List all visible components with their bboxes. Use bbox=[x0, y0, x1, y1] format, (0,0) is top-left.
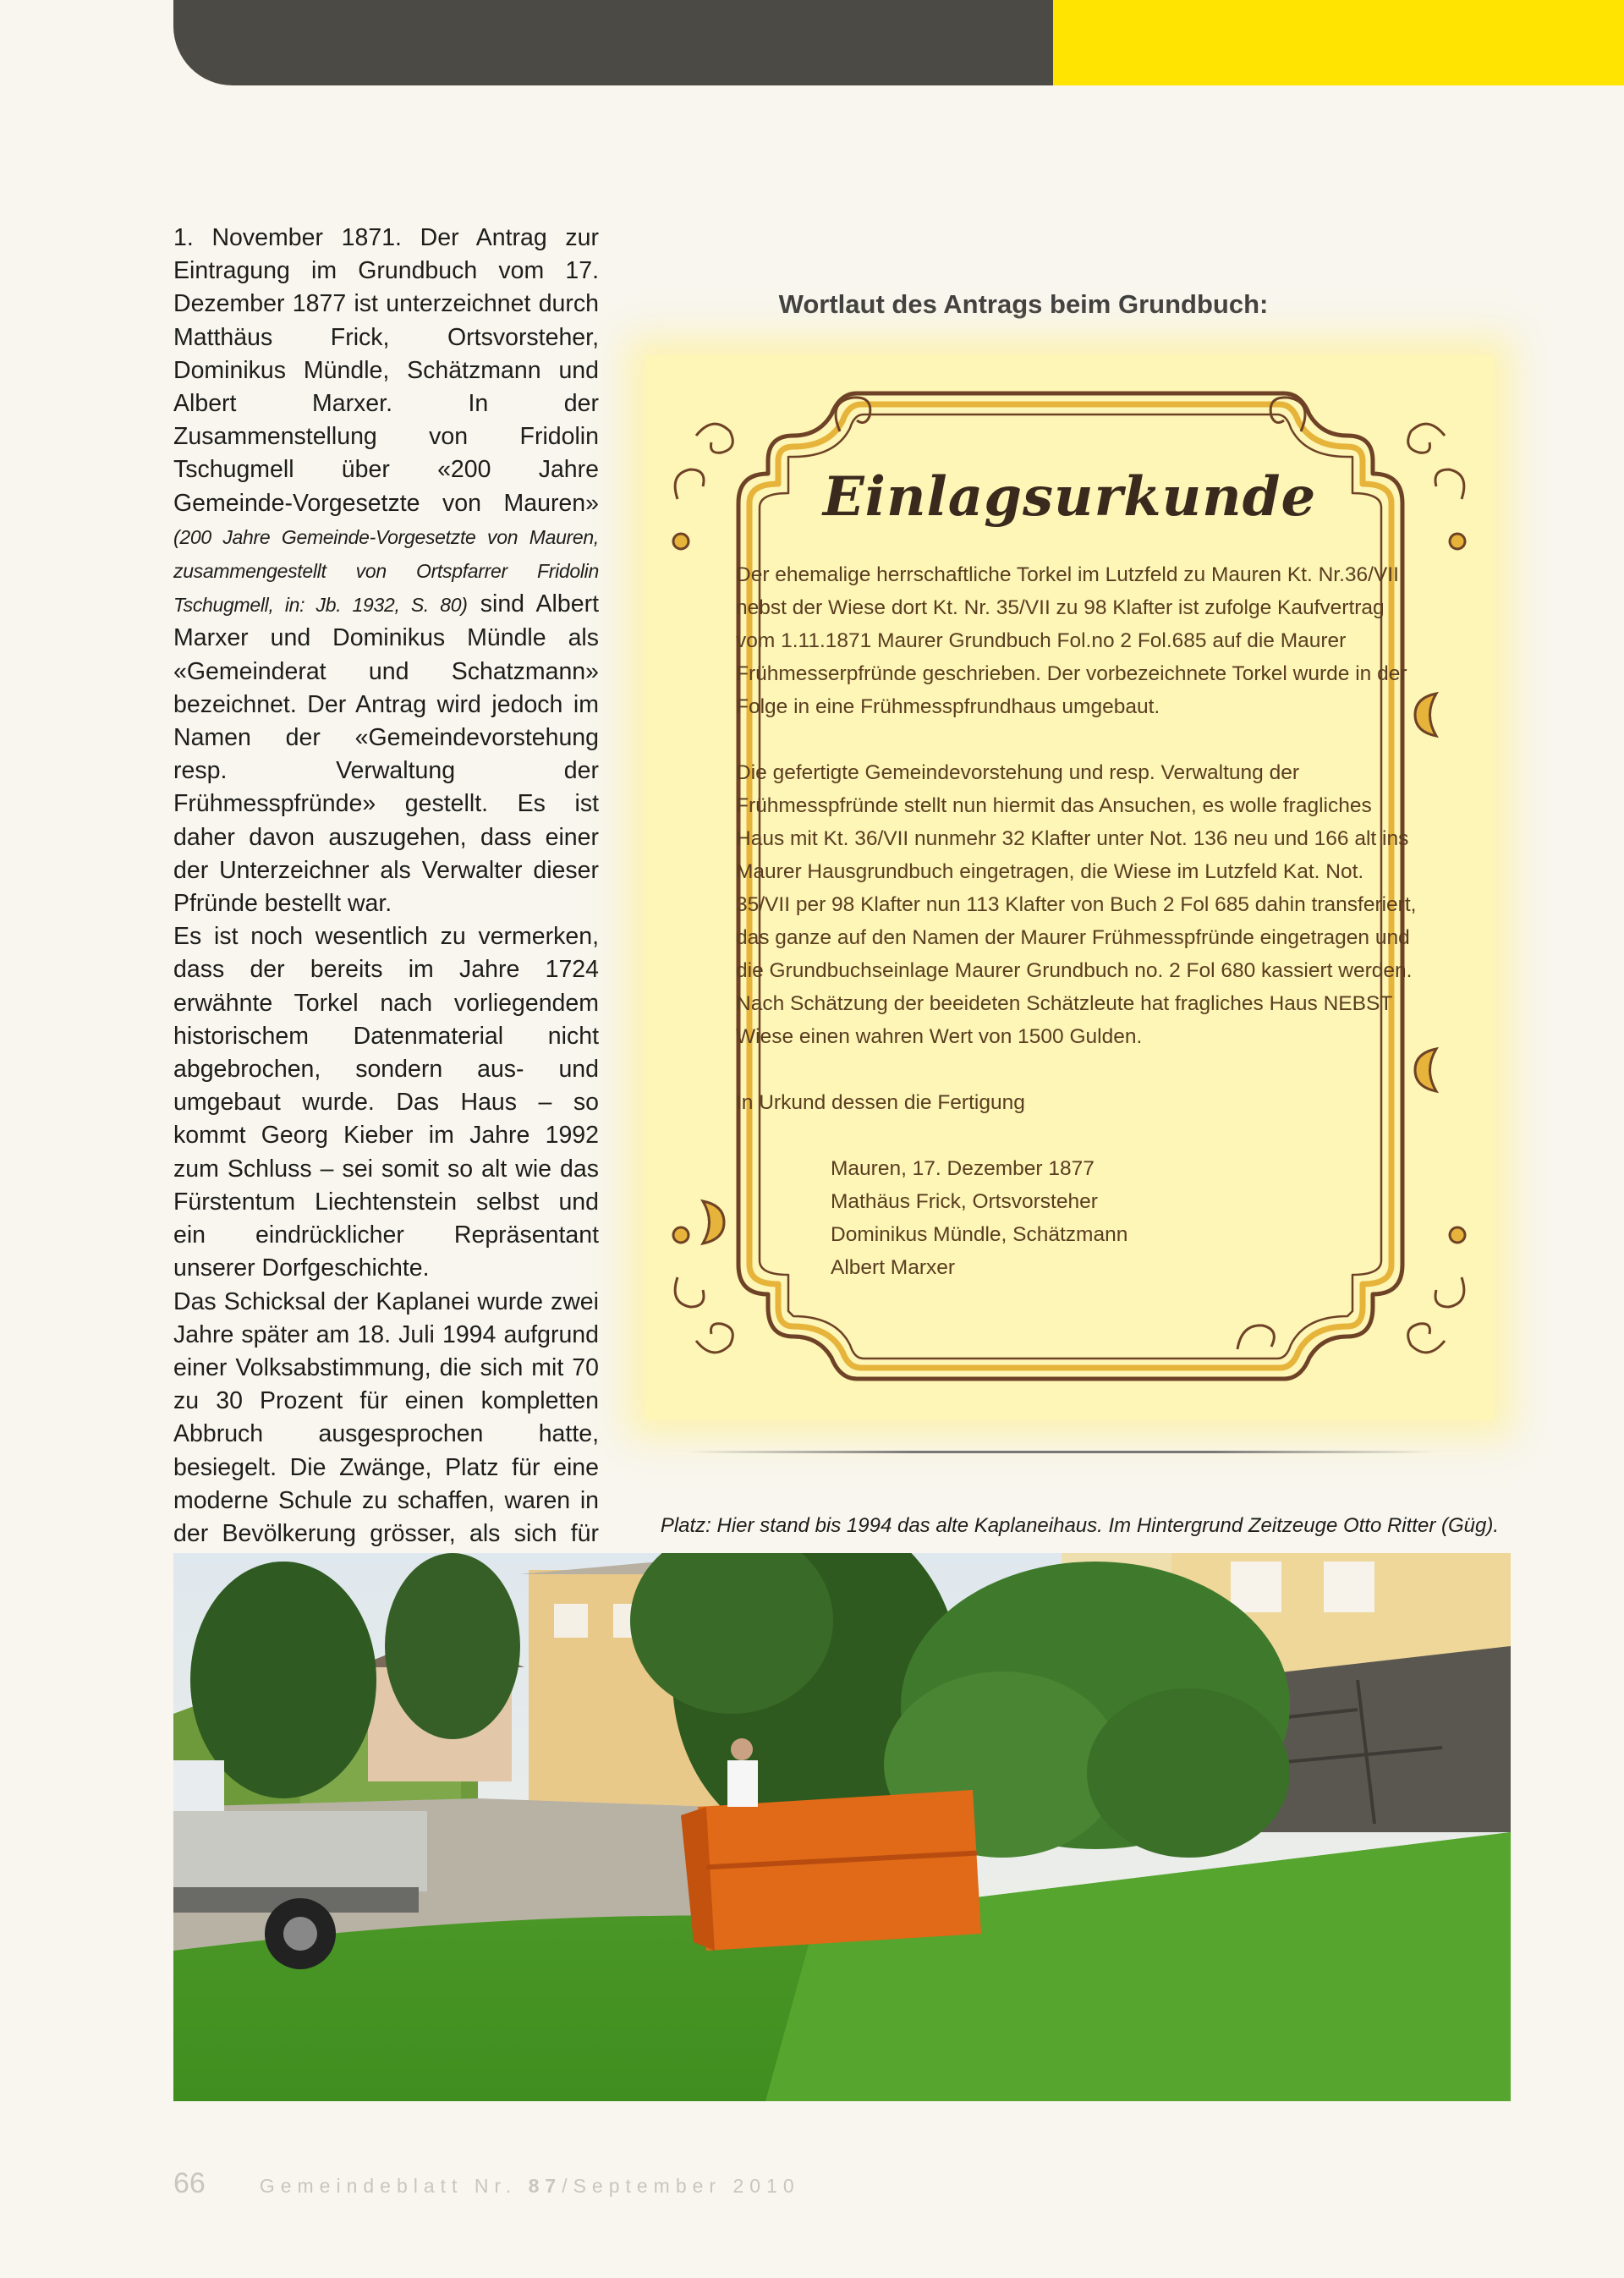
document-signature-block bbox=[736, 1152, 1421, 1284]
source-citation: (200 Jahre Gemeinde-Vorgesetzte von Mauren, zusammengestellt von Ortspfarrer Fridolin Tschugmell, in: Jb. 1932, S. 80) bbox=[173, 525, 599, 617]
signature-line: Mathäus Frick, Ortsvorsteher bbox=[831, 1190, 1098, 1213]
signature-line: Dominikus Mündle, Schätzmann bbox=[831, 1223, 1128, 1246]
article-text: 1. November 1871. Der Antrag zur Eintragung im Grundbuch vom 17. Dezember 1877 ist unterzeichnet durch Matthäus Frick, Ortsvorsteher, Dominikus Mündle, Schätzmann und Albert Marxer. In der Zusammenstellung von Fridolin Tschugmell über «200 Jahre Gemeinde-Vorgesetzte von Mauren» bbox=[173, 224, 599, 517]
article-text: sind Albert Marxer und Dominikus Mündle als «Gemeinderat und Schatzmann» bezeichnet. Der Antrag wird jedoch im Namen der «Gemeindevorstehung resp. Verwaltung der Frühmesspfründe» gestellt. Es ist daher davon auszugehen, dass einer der Unterzeichner als Verwalter dieser Pfründe bestellt war. bbox=[173, 590, 599, 918]
publication-name: Gemeindeblatt bbox=[259, 2175, 464, 2197]
document-heading: Wortlaut des Antrags beim Grundbuch: bbox=[778, 289, 1269, 319]
signature-line: Albert Marxer bbox=[831, 1256, 956, 1279]
document-paragraph: In Urkund dessen die Fertigung bbox=[736, 1091, 1025, 1114]
document-body bbox=[736, 558, 1421, 1284]
issue-prefix: Nr. bbox=[474, 2175, 518, 2197]
section-divider bbox=[687, 1451, 1436, 1453]
article-paragraph: Es ist noch wesentlich zu vermerken, dass der bereits im Jahre 1724 erwähnte Torkel nach vorliegendem historischem Datenmaterial nicht abgebrochen, sondern aus- und umgebaut wurde. Das Haus – so kommt Georg Kieber im Jahre 1992 zum Schluss – sei somit so alt wie das Fürstentum Liechtenstein selbst und ein eindrücklicher Repräsentant unserer Dorfgeschichte. bbox=[173, 923, 599, 1282]
header-band-dark bbox=[173, 0, 1053, 85]
signature-line: Mauren, 17. Dezember 1877 bbox=[831, 1157, 1095, 1180]
document-parchment bbox=[645, 355, 1494, 1419]
issue-number-value: 87 bbox=[528, 2175, 562, 2197]
page-number: 66 bbox=[173, 2167, 206, 2199]
page-footer bbox=[173, 2167, 800, 2200]
site-photo bbox=[173, 1553, 1511, 2101]
document-title: Einlagsurkunde bbox=[822, 465, 1317, 529]
header-band-accent bbox=[1053, 0, 1624, 85]
issue-number bbox=[529, 2175, 562, 2197]
photo-caption: Platz: Hier stand bis 1994 das alte Kaplaneihaus. Im Hintergrund Zeitzeuge Otto Ritter (Güg). bbox=[660, 1514, 1499, 1537]
issue-date: /September 2010 bbox=[562, 2175, 800, 2197]
article-text-column bbox=[173, 222, 599, 1584]
site-photo-illustration bbox=[173, 1553, 1511, 2101]
article-paragraph: Das Schicksal der Kaplanei wurde zwei Jahre später am 18. Juli 1994 aufgrund einer Volksabstimmung, die sich mit 70 zu 30 Prozent für einen kompletten Abbruch ausgesprochen hatte, besiegelt. Die Zwänge, Platz für eine moderne Schule zu schaffen, waren in der Bevölkerung grösser, als sich für bbox=[173, 1287, 599, 1547]
article-paragraph bbox=[173, 222, 599, 920]
document-paragraph: Der ehemalige herrschaftliche Torkel im Lutzfeld zu Mauren Kt. Nr.36/VII nebst der Wiese dort Kt. Nr. 35/VII zu 98 Klafter ist zufolge Kaufvertrag vom 1.11.1871 Maurer Grundbuch Fol.no 2 Fol.685 auf die Maurer Frühmesserpfründe geschrieben. Der vorbezeichnete Torkel wurde in der Folge in eine Frühmesspfrundhaus umgebaut. bbox=[736, 563, 1407, 718]
document-paragraph: Die gefertigte Gemeindevorstehung und resp. Verwaltung der Frühmesspfründe stellt nun hiermit das Ansuchen, es wolle fragliches Haus mit Kt. 36/VII nunmehr 32 Klafter unter Not. 136 neu und 166 alt ins Maurer Hausgrundbuch eingetragen, die Wiese im Lutzfeld Kat. Not. 35/VII per 98 Klafter nun 113 Klafter von Buch 2 Fol 685 dahin transferiert, das ganze auf den Namen der Maurer Frühmesspfründe eingetragen und die Grundbuchseinlage Maurer Grundbuch no. 2 Fol 680 kassiert werden. Nach Schätzung der beeideten Schätzleute hat fragliches Haus NEBST Wiese einen wahren Wert von 1500 Gulden. bbox=[736, 761, 1417, 1048]
